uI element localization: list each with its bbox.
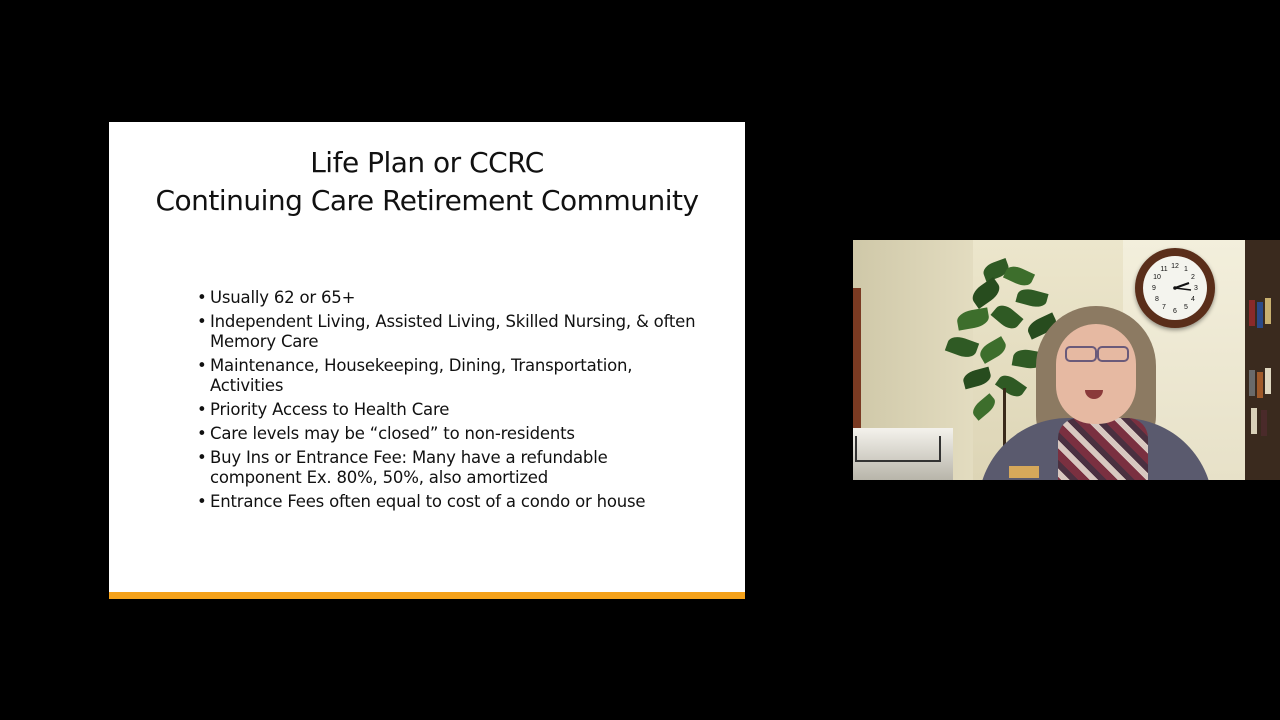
slide-title: [109, 144, 745, 220]
clock-numeral: 9: [1152, 285, 1156, 292]
clock-numeral: 3: [1194, 285, 1198, 292]
clock-numeral: 7: [1162, 304, 1166, 311]
clock-face: [1143, 256, 1207, 320]
speaker-scarf: [1058, 418, 1148, 480]
clock-numeral: 12: [1171, 263, 1179, 270]
leaf: [961, 367, 992, 390]
book: [1249, 300, 1255, 326]
clock-numeral: 1: [1184, 266, 1188, 273]
glasses-lens: [1097, 346, 1129, 362]
leaf: [945, 333, 979, 360]
bullet-item: • Priority Access to Health Care: [197, 400, 697, 420]
bullet-list: [197, 288, 697, 516]
book: [1261, 410, 1267, 436]
door-frame: [853, 288, 861, 428]
book: [1257, 372, 1263, 398]
book: [1251, 408, 1257, 434]
glasses-icon: [1061, 346, 1131, 360]
leaf: [995, 371, 1027, 400]
clock-numeral: 4: [1191, 296, 1195, 303]
book: [1265, 368, 1271, 394]
slide-accent-bar: [109, 592, 745, 599]
leaf: [1015, 286, 1048, 309]
clock-numeral: 2: [1191, 274, 1195, 281]
bookshelf: [1245, 240, 1280, 480]
leaf: [990, 301, 1023, 333]
book: [1257, 302, 1263, 328]
leaf: [970, 393, 999, 420]
leaf: [956, 307, 991, 330]
clock-numeral: 5: [1184, 304, 1188, 311]
book: [1249, 370, 1255, 396]
bullet-item: • Independent Living, Assisted Living, Skilled Nursing, & often Memory Care: [197, 312, 697, 352]
speaker-webcam-video: [853, 240, 1280, 480]
bullet-item: • Maintenance, Housekeeping, Dining, Transportation, Activities: [197, 356, 697, 396]
leaf: [1003, 263, 1035, 289]
bullet-item: • Buy Ins or Entrance Fee: Many have a refundable component Ex. 80%, 50%, also amortized: [197, 448, 697, 488]
clock-numeral: 11: [1160, 266, 1168, 273]
wall-clock: [1135, 248, 1215, 328]
bullet-item: • Usually 62 or 65+: [197, 288, 697, 308]
leaf: [977, 336, 1009, 364]
clock-numeral: 6: [1173, 308, 1177, 315]
speaker-face: [1056, 324, 1136, 424]
name-badge: [1009, 466, 1039, 478]
paper-tray: [855, 436, 941, 462]
presentation-slide: [109, 122, 745, 599]
clock-numeral: 10: [1153, 274, 1161, 281]
leaf: [969, 277, 1004, 309]
clock-numeral: 8: [1155, 296, 1159, 303]
bullet-item: • Care levels may be “closed” to non-residents: [197, 424, 697, 444]
book: [1265, 298, 1271, 324]
bullet-item: • Entrance Fees often equal to cost of a condo or house: [197, 492, 697, 512]
slide-title-line-2: Continuing Care Retirement Community: [155, 184, 699, 217]
slide-title-line-1: Life Plan or CCRC: [310, 146, 544, 179]
glasses-lens: [1065, 346, 1097, 362]
clock-numerals: [1143, 256, 1207, 320]
